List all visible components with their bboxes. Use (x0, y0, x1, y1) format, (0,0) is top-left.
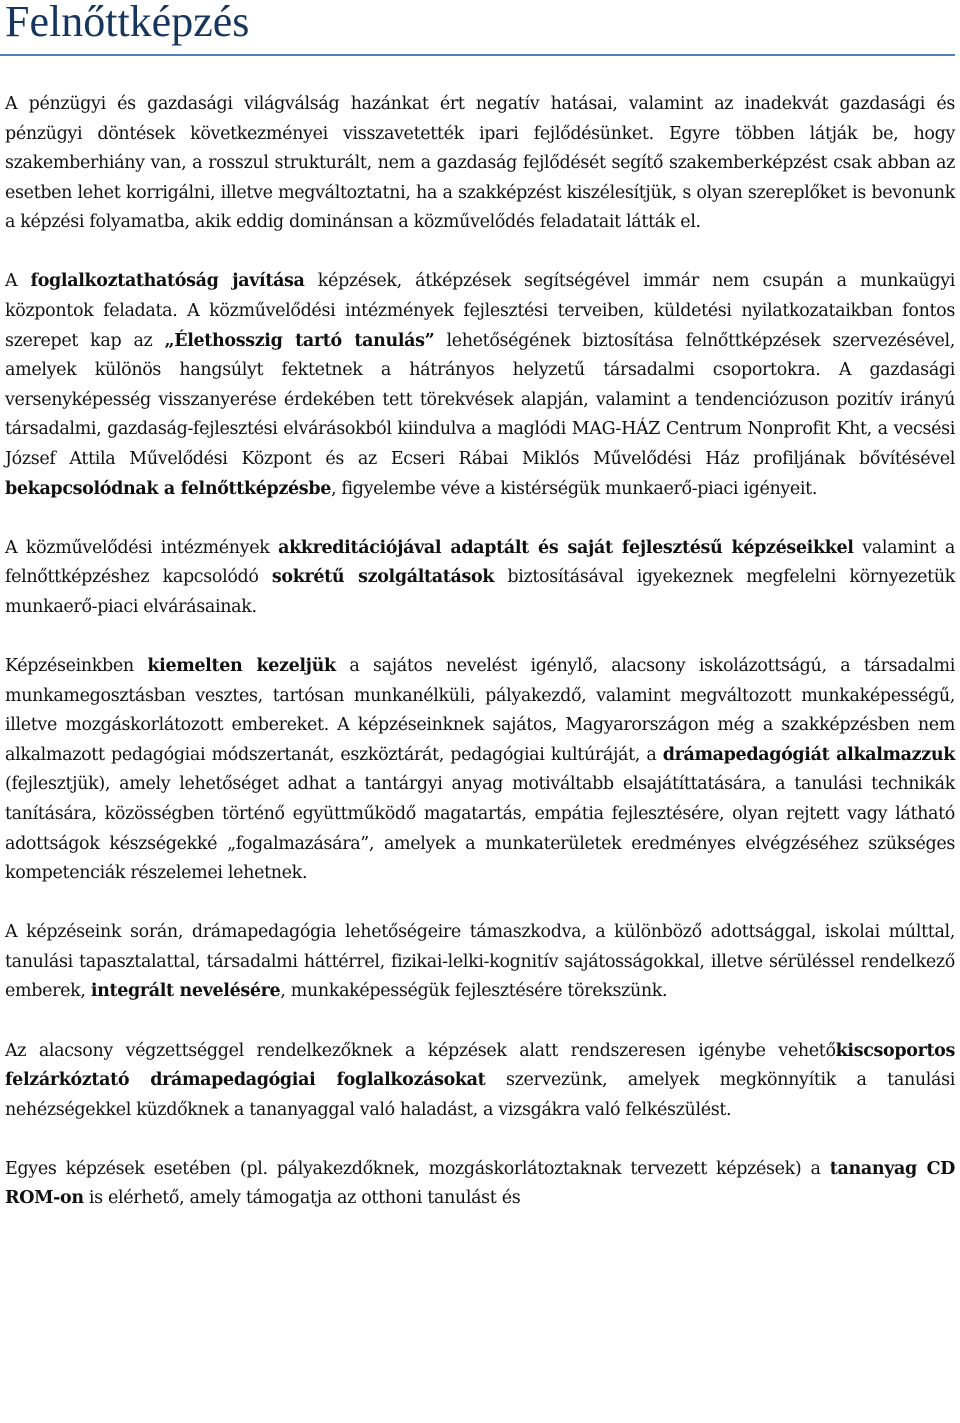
body-paragraph (5, 1155, 955, 1214)
emphasized-text: kiemelten kezeljük (147, 656, 336, 676)
paragraph-text: lehetőségének biztosítása felnőttképzések szervezésével, amelyek különös hangsúlyt fektetnek a hátrányos helyzetű társadalmi csoportokra. A gazdasági versenyképesség visszanyerése érdekében tett törekvések alapján, valamint a tendenciózuson pozitív irányú társadalmi, gazdaság-fejlesztési elvárásokból kiindulva a maglódi MAG-HÁZ Centrum Nonprofit Kht, a vecsési József Attila Művelődési Központ és az Ecseri Rábai Miklós Művelődési Ház profiljának bővítésével (5, 330, 955, 470)
page-title: Felnőttképzés (0, 0, 955, 56)
body-paragraph (5, 652, 955, 889)
paragraph-text: Egyes képzések esetében (pl. pályakezdőknek, mozgáskorlátoztaknak tervezett képzések) a (5, 1158, 830, 1179)
body-paragraph (5, 918, 955, 1007)
paragraph-text: a sajátos nevelést igénylő, alacsony iskolázottságú, a társadalmi munkamegosztásban vesztes, tartósan munkanélküli, pályakezdő, valamint megváltozott munkaképességű, illetve mozgáskorlátozott embereket. A képzéseinknek sajátos, Magyarországon még a szakképzésben nem alkalmazott pedagógiai módszertanát, eszköztárát, pedagógiai kultúráját, a (5, 656, 955, 765)
paragraph-text: szervezünk, amelyek megkönnyítik a tanulási nehézségekkel küzdőknek a tananyaggal való haladást, a vizsgákra való felkészülést. (5, 1070, 955, 1120)
paragraph-text: Képzéseinkben (5, 656, 148, 676)
paragraph-text: is elérhető, amely támogatja az otthoni tanulást és (83, 1188, 521, 1209)
paragraph-text: A közművelődési intézmények (5, 537, 279, 558)
paragraph-text: A képzéseink során, drámapedagógia lehetőségeire támaszkodva, a különböző adottsággal, iskolai múlttal, tanulási tapasztalattal, társadalmi háttérrel, fizikai-lelki-kognitív sajátosságokkal, illetve sérüléssel rendelkező emberek, (5, 922, 955, 1002)
paragraph-text: A (5, 271, 31, 292)
document-body (0, 56, 960, 1214)
emphasized-text: sokrétű szolgáltatások (271, 567, 495, 588)
emphasized-text: „Élethosszig tartó tanulás” (164, 330, 435, 351)
paragraph-text: biztosításával igyekeznek megfelelni környezetük munkaerő-piaci elvárásainak. (5, 567, 955, 617)
paragraph-text: , figyelembe véve a kistérségük munkaerő-piaci igényeit. (330, 478, 818, 499)
paragraph-text: (fejlesztjük), amely lehetőséget adhat a tantárgyi anyag motiváltabb elsajátíttatására, a tanulási technikák tanítására, közösségben történő együttműködő magatartás, empátia fejlesztésére, olyan rejtett vagy látható adottságok készségekké „fogalmazására”, amelyek a munkaterületek eredményes elvégzéséhez szükséges kompetenciák részelemei lehetnek. (5, 774, 955, 884)
paragraph-text: , munkaképességük fejlesztésére törekszünk. (280, 981, 668, 1002)
emphasized-text: bekapcsolódnak a felnőttképzésbe (5, 478, 331, 499)
emphasized-text: foglalkoztathatóság javítása (30, 271, 305, 292)
body-paragraph (5, 534, 955, 623)
emphasized-text: kiscsoportos felzárkóztató drámapedagógiai foglalkozásokat (5, 1040, 955, 1091)
emphasized-text: integrált nevelésére (90, 981, 281, 1002)
paragraph-text: A pénzügyi és gazdasági világválság hazánkat ért negatív hatásai, valamint az inadekvát gazdasági és pénzügyi döntések következményei visszavetették ipari fejlődésünket. Egyre többen látják be, hogy szakemberhiány van, a rosszul strukturált, nem a gazdaság fejlődését segítő szakemberképzést csak abban az esetben lehet korrigálni, illetve megváltoztatni, ha a szakképzést kiszélesítjük, s olyan szereplőket is bevonunk a képzési folyamatba, akik eddig dominánsan a közművelődés feladatait látták el. (5, 94, 955, 233)
body-paragraph (5, 90, 955, 238)
emphasized-text: akkreditációjával adaptált és saját fejlesztésű képzéseikkel (278, 537, 854, 558)
body-paragraph (5, 267, 955, 504)
paragraph-text: képzések, átképzések segítségével immár nem csupán a munkaügyi központok feladata. A közművelődési intézmények fejlesztési terveiben, küldetési nyilatkozataikban fontos szerepet kap az (5, 271, 955, 351)
emphasized-text: drámapedagógiát alkalmazzuk (662, 744, 955, 765)
paragraph-text: Az alacsony végzettséggel rendelkezőknek a képzések alatt rendszeresen igénybe vehető (5, 1040, 836, 1061)
emphasized-text: tananyag CD ROM-on (5, 1158, 955, 1209)
body-paragraph (5, 1037, 955, 1126)
paragraph-text: valamint a felnőttképzéshez kapcsolódó (5, 537, 955, 588)
